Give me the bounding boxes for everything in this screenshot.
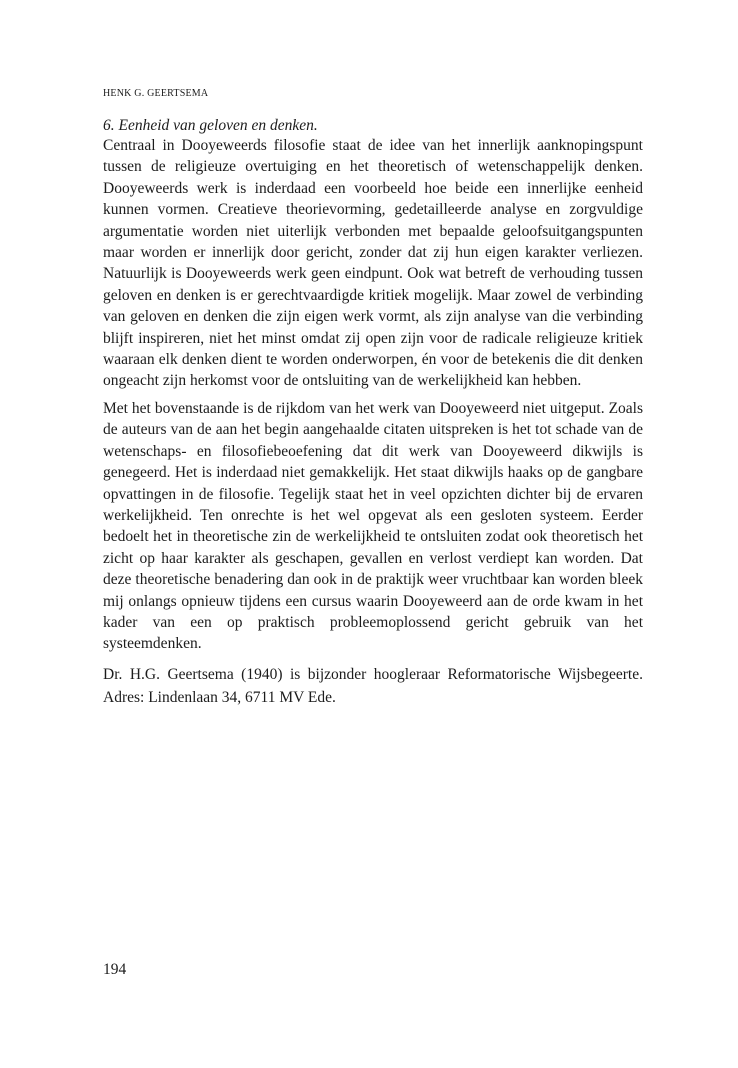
body-paragraph: Met het bovenstaande is de rijkdom van het werk van Dooyeweerd niet uitgeput. Zoals de auteurs van de aan het begin aangehaalde citaten uitspreken is het tot schade van de wetenschaps- en filosofiebeoefening dat dit werk van Dooyeweerd dikwijls is genegeerd. Het is inderdaad niet gemakkelijk. Het staat dikwijls haaks op de gangbare opvattingen in de filosofie. Tegelijk staat het in veel opzichten dichter bij de ervaren werkelijkheid. Ten onrechte is het wel opgevat als een gesloten systeem. Eerder bedoelt het in theoretische zin de werkelijkheid te ontsluiten zodat ook theoretisch het zicht op haar karakter als geschapen, gevallen en verlost verdiept kan worden. Dat deze theoretische benadering dan ook in de praktijk weer vruchtbaar kan worden bleek mij onlangs opnieuw tijdens een cursus waarin Dooyeweerd aan de orde kwam in het kader van een op praktisch probleemoplossend gericht gebruik van het systeemdenken. [103, 400, 643, 653]
page-number: 194 [103, 961, 127, 978]
author-note [103, 663, 643, 709]
section-heading: 6. Eenheid van geloven en denken. [103, 117, 318, 134]
author-address: Adres: Lindenlaan 34, 6711 MV Ede. [103, 689, 336, 706]
author-bio: Dr. H.G. Geertsema (1940) is bijzonder hoogleraar Reformatorische Wijsbegeerte. [103, 666, 643, 683]
body-paragraph: Centraal in Dooyeweerds filosofie staat de idee van het innerlijk aanknopingspunt tussen de religieuze overtuiging en het theoretisch of wetenschappelijk denken. Dooyeweerds werk is inderdaad een voorbeeld hoe beide een innerlijke eenheid kunnen vormen. Creatieve theorievorming, gedetailleerde analyse en zorgvuldige argumentatie worden niet uiterlijk verbonden met bepaalde geloofsuitgangspunten maar worden er innerlijk door gericht, zonder dat zij hun eigen karakter verliezen. Natuurlijk is Dooyeweerds werk geen eindpunt. Ook wat betreft de verhouding tussen geloven en denken is er gerechtvaardigde kritiek mogelijk. Maar zowel de verbinding van geloven en denken die zijn eigen werk vormt, als zijn analyse van die verbinding blijft inspireren, niet het minst omdat zij open zijn voor de radicale religieuze kritiek waaraan elk denken dient te worden onderworpen, én voor de betekenis die dit denken ongeacht zijn herkomst voor de ontsluiting van de werkelijkheid kan hebben. [103, 137, 643, 390]
running-header: HENK G. GEERTSEMA [103, 88, 209, 99]
